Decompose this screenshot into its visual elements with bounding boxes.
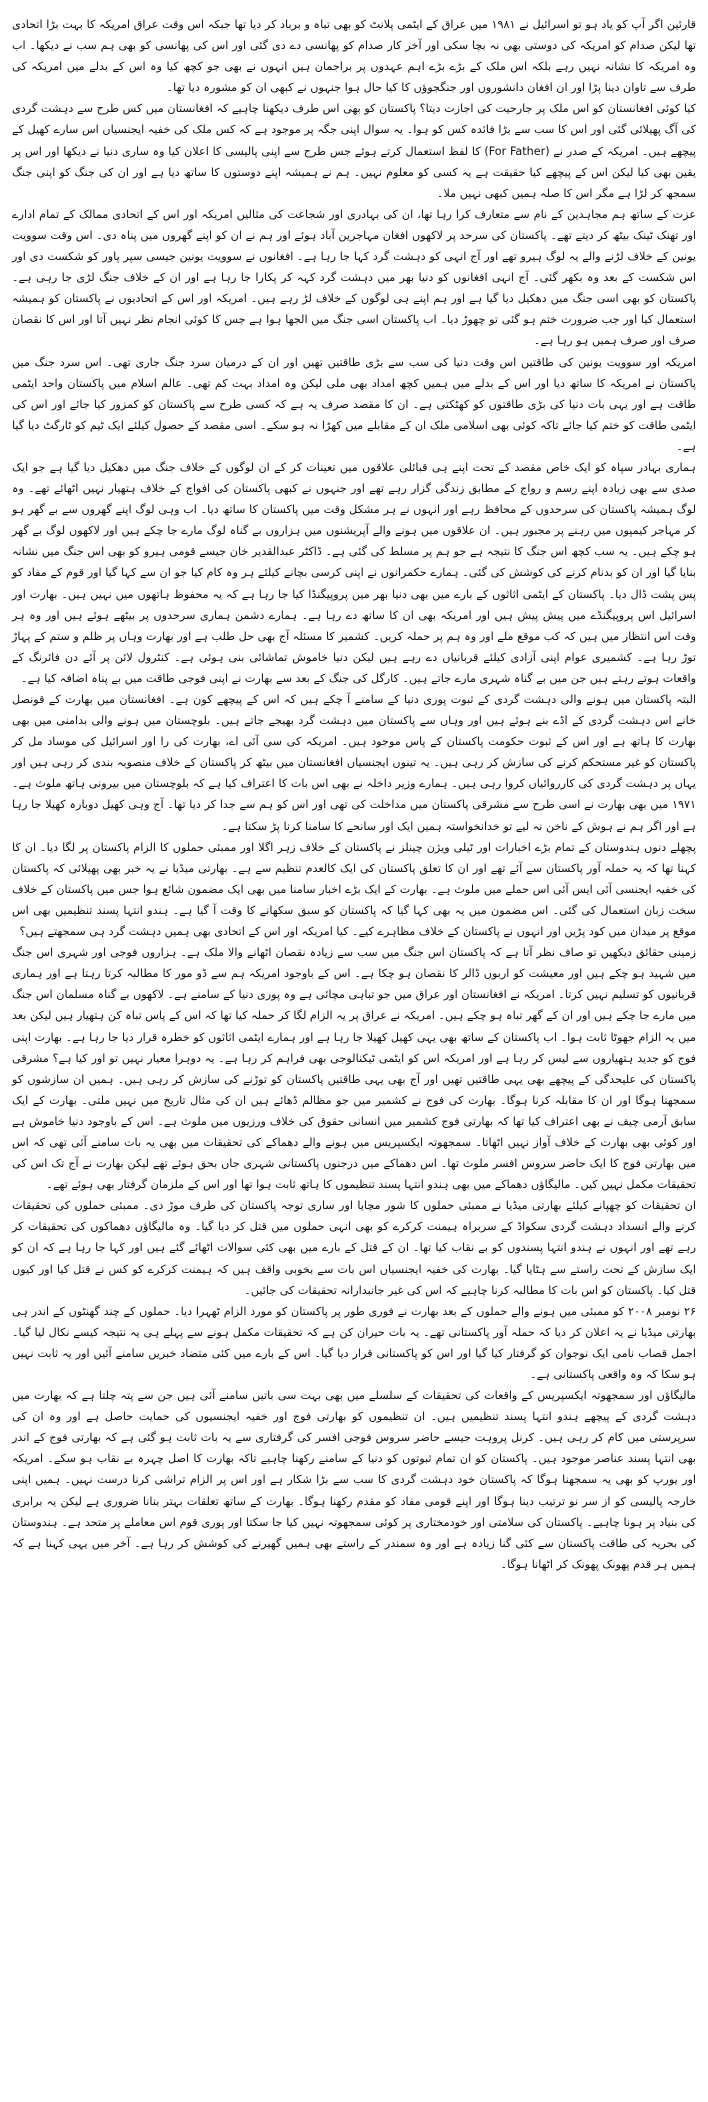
paragraph: عزت کے ساتھ ہم مجاہدین کے نام سے متعارف کرا رہا تھا، ان کی بہادری اور شجاعت کی مثالیں امریکہ اور اس کے اتحادی ممالک کے تمام ادارے اور تھنک ٹینک بیٹھ کر دیتے تھے۔ پاکستان کی سرحد پر لاکھوں افغان مہاجرین آباد ہوئے اور ہم نے ان کو اپنے گھروں میں پناہ دی۔ اس وقت سوویت یونین کے خلاف لڑنے والے یہ لوگ ہیرو تھے اور آج انہی کو دہشت گرد کہا جا رہا ہے۔ افغانوں نے سوویت یونین جیسی سپر پاور کو شکست دی اور اس شکست کے بعد وہ بکھر گئی۔ آج انہی افغانوں کو دنیا بھر میں دہشت گرد کہہ کر پکارا جا رہا ہے اور ان کے خلاف جنگ لڑی جا رہی ہے۔ پاکستان کو بھی اسی جنگ میں دھکیل دیا گیا ہے اور ہم اپنے ہی لوگوں کے خلاف لڑ رہے ہیں۔ امریکہ اور اس کے اتحادیوں نے پاکستان کو ہمیشہ استعمال کیا اور جب ضرورت ختم ہو گئی تو چھوڑ دیا۔ اب پاکستان اسی جنگ میں الجھا ہوا ہے جس کا کوئی انجام نظر نہیں آتا اور اس کا نقصان صرف اور صرف ہمیں ہو رہا ہے۔: [12, 207, 696, 348]
paragraph: ان تحقیقات کو چھپانے کیلئے بھارتی میڈیا نے ممبئی حملوں کا شور مچایا اور ساری توجہ پاکستان کی طرف موڑ دی۔ ممبئی حملوں کی تحقیقات کرنے والے انسداد دہشت گردی سکواڈ کے سربراہ ہیمنت کرکرے کو بھی انہی حملوں میں قتل کر دیا گیا۔ وہ مالیگاؤں دھماکوں کی تحقیقات کر رہے تھے اور انہوں نے ہندو انتہا پسندوں کو بے نقاب کیا تھا۔ ان کے قتل کے بارے میں بھی کئی سوالات اٹھائے گئے ہیں اور کہا جا رہا ہے کہ ان کو ایک سازش کے تحت راستے سے ہٹایا گیا۔ بھارت کی خفیہ ایجنسیاں اس بات سے بخوبی واقف ہیں کہ ہیمنت کرکرے کو کس نے قتل کیا اور کیوں قتل کیا۔ پاکستان کو اس بات کا مطالبہ کرنا چاہیے کہ اس کی غیر جانبدارانہ تحقیقات کی جائیں۔: [12, 1199, 696, 1297]
paragraph: مالیگاؤں اور سمجھوتہ ایکسپریس کے واقعات کی تحقیقات کے سلسلے میں بھی بہت سی باتیں سامنے آئی ہیں جن سے پتہ چلتا ہے کہ بھارت میں دہشت گردی کے پیچھے ہندو انتہا پسند تنظیمیں ہیں۔ ان تنظیموں کو بھارتی فوج اور خفیہ ایجنسیوں کی حمایت حاصل ہے اور وہ ان کی سرپرستی میں کام کر رہی ہیں۔ کرنل پروہت جیسے حاضر سروس فوجی افسر کی گرفتاری سے یہ بات ثابت ہو گئی ہے کہ بھارتی فوج کے اندر بھی انتہا پسند عناصر موجود ہیں۔ پاکستان کو ان تمام ثبوتوں کو دنیا کے سامنے رکھنا چاہیے تاکہ بھارت کا اصل چہرہ بے نقاب ہو سکے۔ امریکہ اور یورپ کو بھی یہ سمجھنا ہوگا کہ پاکستان خود دہشت گردی کا سب سے بڑا شکار ہے اور اس پر الزام تراشی کرنا درست نہیں۔ ہمیں اپنی خارجہ پالیسی کو از سر نو ترتیب دینا ہوگا اور اپنے قومی مفاد کو مقدم رکھنا ہوگا۔ بھارت کے ساتھ تعلقات بہتر بنانا ضروری ہے لیکن یہ برابری کی بنیاد پر ہونا چاہیے۔ پاکستان کی سلامتی اور خودمختاری پر کوئی سمجھوتہ نہیں کیا جا سکتا اور پوری قوم اس معاملے پر متحد ہے۔ ہندوستان کی بحریہ کی طاقت پاکستان سے کئی گنا زیادہ ہے اور وہ سمندر کے راستے بھی ہمیں گھیرنے کی کوشش کر رہا ہے۔ آخر میں یہی کہنا ہے کہ ہمیں ہر قدم پھونک پھونک کر اٹھانا ہوگا۔: [12, 1389, 696, 1571]
paragraph: امریکہ اور سوویت یونین کی طاقتیں اس وقت دنیا کی سب سے بڑی طاقتیں تھیں اور ان کے درمیان سرد جنگ جاری تھی۔ اس سرد جنگ میں پاکستان نے امریکہ کا ساتھ دیا اور اس کے بدلے میں ہمیں کچھ امداد بھی ملی لیکن وہ امداد بہت کم تھی۔ عالم اسلام میں پاکستان واحد ایٹمی طاقت ہے اور یہی بات دنیا کی بڑی طاقتوں کو کھٹکتی ہے۔ ان کا مقصد صرف یہ ہے کہ کسی طرح سے پاکستان کو کمزور کیا جائے اور اس کی ایٹمی طاقت کو ختم کیا جائے تاکہ کوئی بھی اسلامی ملک ان کے مقابلے میں کھڑا نہ ہو سکے۔ اسی مقصد کے حصول کیلئے ایک ٹیم کو ٹارگٹ دیا گیا ہے۔: [12, 355, 696, 453]
paragraph: زمینی حقائق دیکھیں تو صاف نظر آتا ہے کہ پاکستان اس جنگ میں سب سے زیادہ نقصان اٹھانے والا ملک ہے۔ ہزاروں فوجی اور شہری اس جنگ میں شہید ہو چکے ہیں اور معیشت کو اربوں ڈالر کا نقصان ہو چکا ہے۔ اس کے باوجود امریکہ ہم سے ڈو مور کا مطالبہ کرتا رہتا ہے اور ہماری قربانیوں کو تسلیم نہیں کرتا۔ امریکہ نے افغانستان اور عراق میں جو تباہی مچائی ہے وہ پوری دنیا کے سامنے ہے۔ لاکھوں بے گناہ مسلمان اس جنگ میں مارے جا چکے ہیں اور ان کے گھر تباہ ہو چکے ہیں۔ امریکہ نے عراق پر یہ الزام لگا کر حملہ کیا تھا کہ اس کے پاس تباہ کن ہتھیار ہیں لیکن بعد میں یہ الزام جھوٹا ثابت ہوا۔ اب پاکستان کے ساتھ بھی یہی کھیل کھیلا جا رہا ہے اور ہمارے ایٹمی اثاثوں کو خطرہ قرار دیا جا رہا ہے۔ بھارت اپنی فوج کو جدید ہتھیاروں سے لیس کر رہا ہے اور امریکہ اس کو ایٹمی ٹیکنالوجی بھی فراہم کر رہا ہے۔ یہ دوہرا معیار نہیں تو اور کیا ہے؟ مشرقی پاکستان کی علیحدگی کے پیچھے بھی یہی طاقتیں تھیں اور آج بھی یہی طاقتیں پاکستان کو توڑنے کی سازش کر رہی ہیں۔ ہمیں ان سازشوں کو سمجھنا ہوگا اور ان کا مقابلہ کرنا ہوگا۔ بھارت کی فوج نے کشمیر میں جو مظالم ڈھائے ہیں ان کی مثال تاریخ میں نہیں ملتی۔ بھارت کے ایک سابق آرمی چیف نے بھی اعتراف کیا تھا کہ بھارتی فوج کشمیر میں انسانی حقوق کی خلاف ورزیوں میں ملوث ہے۔ اس کے باوجود دنیا خاموش ہے اور کوئی بھی بھارت کے خلاف آواز نہیں اٹھاتا۔ سمجھوتہ ایکسپریس میں ہونے والے دھماکے کی تحقیقات میں بھی یہ بات سامنے آئی تھی کہ اس میں بھارتی فوج کا ایک حاضر سروس افسر ملوث تھا۔ اس دھماکے میں درجنوں پاکستانی شہری جاں بحق ہوئے تھے لیکن بھارت نے آج تک اس کی تحقیقات مکمل نہیں کیں۔ مالیگاؤں دھماکے میں بھی ہندو انتہا پسند تنظیموں کا ہاتھ ثابت ہوا تھا اور اس کے ملزمان گرفتار بھی ہوئے تھے۔: [12, 946, 696, 1192]
paragraph: قارئین اگر آپ کو یاد ہو تو اسرائیل نے ۱۹۸۱ میں عراق کے ایٹمی پلانٹ کو بھی تباہ و برباد کر دیا تھا جبکہ اس وقت عراق امریکہ کا بہت بڑا اتحادی تھا لیکن صدام کو امریکہ کی دوستی بھی نہ بچا سکی اور آخر کار صدام کو پھانسی دے دی گئی اور اس کی پھانسی کو بھی ہم سب نے دیکھا۔ اب وہ امریکہ کا نشانہ نہیں رہے بلکہ اس ملک کے بڑے بڑے اہم عہدوں پر براجمان ہیں انہوں نے بھی جو کچھ کیا وہ اس کے بدلے میں امریکہ کی طرف سے تاوان دینا پڑا اور ان افغان دانشوروں اور جنگجوؤں کا کیا حال ہوا جنہوں نے کبھی ان کو مشورہ دیا تھا۔: [12, 18, 696, 95]
paragraph: ہماری بہادر سپاہ کو ایک خاص مقصد کے تحت اپنے ہی قبائلی علاقوں میں تعینات کر کے ان لوگوں کے خلاف جنگ میں دھکیل دیا گیا ہے جو ایک صدی سے بھی زیادہ اپنے رسم و رواج کے مطابق زندگی گزار رہے تھے اور جنہوں نے کبھی پاکستان کی افواج کے خلاف ہتھیار نہیں اٹھائے تھے۔ وہ لوگ ہمیشہ پاکستان کی سرحدوں کے محافظ رہے اور انہوں نے ہر مشکل وقت میں پاکستان کا ساتھ دیا۔ اب وہی لوگ اپنے گھروں سے بے گھر ہو کر مہاجر کیمپوں میں رہنے پر مجبور ہیں۔ ان علاقوں میں ہونے والے آپریشنوں میں ہزاروں بے گناہ لوگ مارے جا چکے ہیں اور لاکھوں لوگ بے گھر ہو چکے ہیں۔ یہ سب کچھ اس جنگ کا نتیجہ ہے جو ہم پر مسلط کی گئی ہے۔ ڈاکٹر عبدالقدیر خان جیسے قومی ہیرو کو بھی اس جنگ میں نشانہ بنایا گیا اور ان کو بدنام کرنے کی کوشش کی گئی۔ ہمارے حکمرانوں نے اپنی کرسی بچانے کیلئے ہر وہ کام کیا جو ان سے کہا گیا اور قوم کے مفاد کو پس پشت ڈال دیا۔ پاکستان کے ایٹمی اثاثوں کے بارے میں بھی دنیا بھر میں پروپیگنڈا کیا جا رہا ہے کہ یہ محفوظ ہاتھوں میں نہیں ہیں۔ بھارت اور اسرائیل اس پروپیگنڈے میں پیش پیش ہیں اور امریکہ بھی ان کا ساتھ دے رہا ہے۔ ہمارے دشمن ہماری سرحدوں پر بیٹھے ہوئے ہیں اور وہ ہر وقت اس انتظار میں ہیں کہ کب موقع ملے اور وہ ہم پر حملہ کریں۔ کشمیر کا مسئلہ آج بھی حل طلب ہے اور بھارت وہاں پر ظلم و ستم کے پہاڑ توڑ رہا ہے۔ کشمیری عوام اپنی آزادی کیلئے قربانیاں دے رہے ہیں لیکن دنیا خاموش تماشائی بنی ہوئی ہے۔ کنٹرول لائن پر آئے دن فائرنگ کے واقعات ہوتے رہتے ہیں جن میں بے گناہ شہری مارے جاتے ہیں۔ کارگل کی جنگ کے بعد سے بھارت نے اپنی فوجی طاقت میں بے پناہ اضافہ کیا ہے۔: [12, 460, 696, 685]
paragraph: ۲۶ نومبر ۲۰۰۸ کو ممبئی میں ہونے والے حملوں کے بعد بھارت نے فوری طور پر پاکستان کو مورد الزام ٹھہرا دیا۔ حملوں کے چند گھنٹوں کے اندر ہی بھارتی میڈیا نے یہ اعلان کر دیا کہ حملہ آور پاکستانی تھے۔ یہ بات حیران کن ہے کہ تحقیقات مکمل ہونے سے پہلے ہی یہ نتیجہ کیسے نکال لیا گیا۔ اجمل قصاب نامی ایک نوجوان کو گرفتار کیا گیا اور اس کو پاکستانی قرار دیا گیا۔ اس کے بارے میں کئی متضاد خبریں سامنے آئیں اور یہ ثابت نہیں ہو سکا کہ وہ واقعی پاکستانی ہے۔: [12, 1304, 697, 1381]
paragraph: البتہ پاکستان میں ہونے والی دہشت گردی کے ثبوت پوری دنیا کے سامنے آ چکے ہیں کہ اس کے پیچھے کون ہے۔ افغانستان میں بھارت کے قونصل خانے اس دہشت گردی کے اڈے بنے ہوئے ہیں اور وہاں سے پاکستان میں دہشت گرد بھیجے جاتے ہیں۔ بلوچستان میں ہونے والی بدامنی میں بھی بھارت کا ہاتھ ہے اور اس کے ثبوت حکومت پاکستان کے پاس موجود ہیں۔ امریکہ کی سی آئی اے، بھارت کی را اور اسرائیل کی موساد مل کر پاکستان کو غیر مستحکم کرنے کی سازش کر رہی ہیں۔ یہ تینوں ایجنسیاں افغانستان میں بیٹھ کر پاکستان کے خلاف منصوبہ بندی کر رہی ہیں اور یہاں پر دہشت گردی کی کارروائیاں کروا رہی ہیں۔ ہمارے وزیر داخلہ نے بھی اس بات کا اعتراف کیا ہے کہ بلوچستان میں بیرونی ہاتھ ملوث ہے۔ ۱۹۷۱ میں بھی بھارت نے اسی طرح سے مشرقی پاکستان میں مداخلت کی تھی اور اس کو ہم سے جدا کر دیا تھا۔ آج وہی کھیل دوبارہ کھیلا جا رہا ہے اور اگر ہم نے ہوش کے ناخن نہ لیے تو خدانخواستہ ہمیں ایک اور سانحے کا سامنا کرنا پڑ سکتا ہے۔: [12, 693, 697, 833]
paragraph: کیا کوئی افغانستان کو اس ملک پر جارحیت کی اجازت دیتا؟ پاکستان کو بھی اس طرف دیکھنا چاہیے کہ افغانستان میں کس طرح سے دہشت گردی کی آگ پھیلائی گئی اور اس کا سب سے بڑا فائدہ کس کو ہوا۔ یہ سوال اپنی جگہ پر موجود ہے کہ کس ملک کی خفیہ ایجنسیاں اس سارے کھیل کے پیچھے ہیں۔ امریکہ کے صدر نے (For Father) کا لفظ استعمال کرتے ہوئے جس طرح سے اپنی پالیسی کا اعلان کیا وہ ساری دنیا نے دیکھا اور اس پر یقین بھی کیا لیکن اس کے پیچھے کیا حقیقت ہے یہ کسی کو معلوم نہیں۔ ہم نے ہمیشہ اپنے دوستوں کا ساتھ دیا ہے اور ان کی جنگ کو اپنی جنگ سمجھ کر لڑا ہے مگر اس کا صلہ ہمیں کبھی نہیں ملا۔: [12, 102, 696, 200]
paragraph: پچھلے دنوں ہندوستان کے تمام بڑے اخبارات اور ٹیلی ویژن چینلز نے پاکستان کے خلاف زہر اگلا اور ممبئی حملوں کا الزام پاکستان پر لگا دیا۔ ان کا کہنا تھا کہ یہ حملہ آور پاکستان سے آئے تھے اور ان کا تعلق پاکستان کی ایک کالعدم تنظیم سے ہے۔ بھارتی میڈیا نے یہ خبر بھی پھیلائی کہ پاکستان کی خفیہ ایجنسی آئی ایس آئی اس حملے میں ملوث ہے۔ بھارت کے ایک بڑے اخبار سامنا میں بھی ایک مضمون شائع ہوا جس میں پاکستان کے خلاف سخت زبان استعمال کی گئی۔ اس مضمون میں یہ بھی کہا گیا کہ پاکستان کو سبق سکھانے کا وقت آ گیا ہے۔ ہندو انتہا پسند تنظیمیں بھی اس موقع پر میدان میں کود پڑیں اور انہوں نے پاکستان کے خلاف مظاہرے کیے۔ کیا امریکہ اور اس کے اتحادی بھی ہمیں دہشت گرد ہی سمجھتے ہیں؟: [12, 840, 696, 939]
